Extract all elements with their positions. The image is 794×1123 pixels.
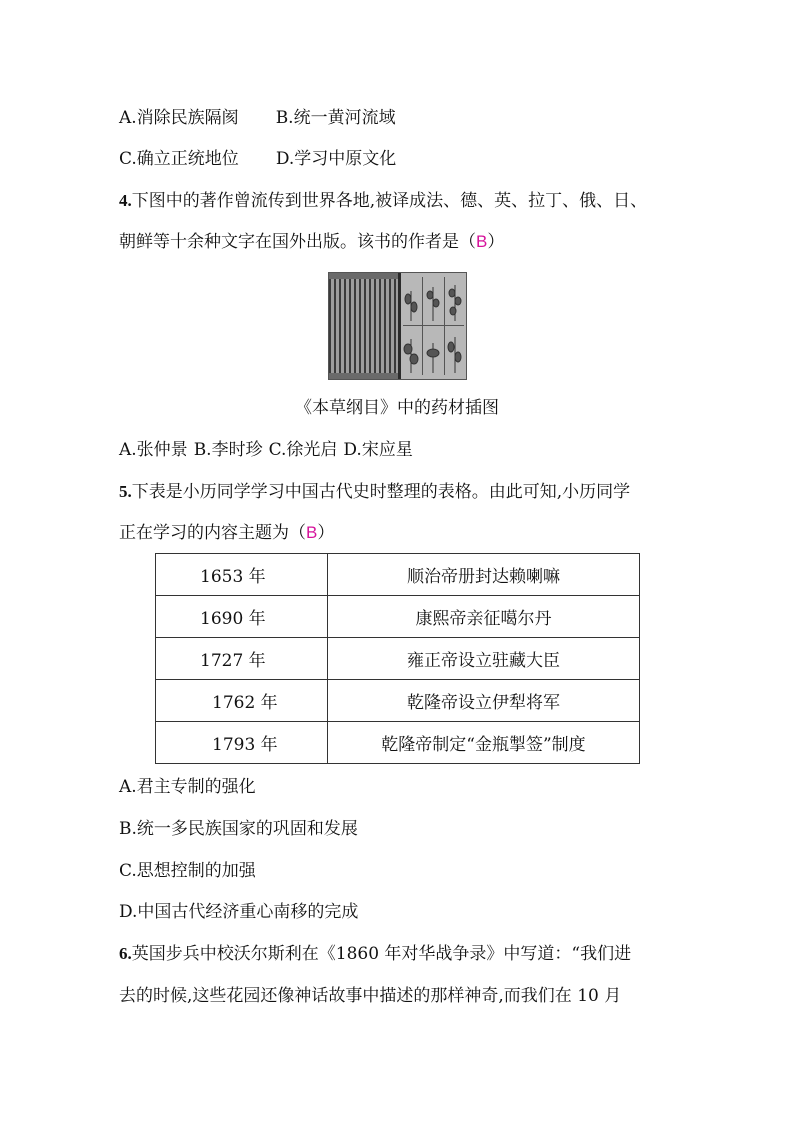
q6-number: 6. — [119, 944, 132, 963]
year-cell: 1653 年 — [156, 554, 328, 596]
q3-options-row1 — [119, 107, 396, 129]
text-page — [329, 273, 398, 379]
q4-option-d: D.宋应星 — [343, 440, 413, 460]
table-row — [156, 722, 640, 764]
q6-stem-text2: 去的时候,这些花园还像神话故事中描述的那样神奇,而我们在 10 月 — [119, 986, 622, 1006]
q4-stem-line2 — [119, 231, 504, 253]
q5-option-d-line — [119, 901, 358, 923]
q5-stem-text2: 正在学习的内容主题为（ — [119, 523, 306, 543]
q4-option-c: C.徐光启 — [268, 440, 338, 460]
q5-stem-line2 — [119, 522, 334, 544]
event-cell: 乾隆帝制定“金瓶掣签”制度 — [328, 722, 640, 764]
event-cell: 雍正帝设立驻藏大臣 — [328, 638, 640, 680]
year-cell: 1793 年 — [156, 722, 328, 764]
figure-caption: 《本草纲目》中的药材插图 — [295, 398, 499, 418]
q5-close-paren: ） — [317, 523, 335, 543]
q4-stem-text2: 朝鲜等十余种文字在国外出版。该书的作者是（ — [119, 232, 476, 252]
herb-plant-icons — [401, 273, 466, 379]
q5-number: 5. — [119, 482, 132, 501]
q6-stem-text1: 英国步兵中校沃尔斯利在《1860 年对华战争录》中写道：“我们进 — [131, 944, 632, 964]
q4-option-a: A.张仲景 — [119, 440, 188, 460]
year-cell: 1762 年 — [156, 680, 328, 722]
bencao-gangmu-illustration — [328, 272, 467, 380]
q4-answer: B — [476, 232, 488, 251]
q5-option-c-line — [119, 860, 256, 882]
q5-option-b: B.统一多民族国家的巩固和发展 — [119, 819, 358, 839]
q3-option-c: C.确立正统地位 — [119, 149, 239, 169]
q4-options — [119, 439, 413, 461]
q5-option-a-line — [119, 776, 256, 798]
q4-option-b: B.李时珍 — [193, 440, 263, 460]
event-cell: 康熙帝亲征噶尔丹 — [328, 596, 640, 638]
q6-stem-line1 — [119, 943, 631, 965]
q3-option-b: B.统一黄河流域 — [275, 108, 396, 128]
event-cell: 顺治帝册封达赖喇嘛 — [328, 554, 640, 596]
q3-option-a: A.消除民族隔阂 — [119, 108, 239, 128]
q5-stem-text1: 下表是小历同学学习中国古代史时整理的表格。由此可知,小历同学 — [131, 482, 631, 502]
q4-number: 4. — [119, 191, 132, 210]
table-row — [156, 680, 640, 722]
q5-option-d: D.中国古代经济重心南移的完成 — [119, 902, 359, 922]
q4-stem-text1: 下图中的著作曾流传到世界各地,被译成法、德、英、拉丁、俄、日、 — [131, 191, 648, 211]
qing-events-table — [155, 553, 640, 764]
q5-option-c: C.思想控制的加强 — [119, 861, 256, 881]
q6-stem-line2 — [119, 985, 621, 1007]
q4-stem-line1 — [119, 190, 647, 212]
q5-answer: B — [306, 523, 318, 542]
event-cell: 乾隆帝设立伊犁将军 — [328, 680, 640, 722]
year-cell: 1690 年 — [156, 596, 328, 638]
q4-close-paren: ） — [487, 232, 505, 252]
table-row — [156, 638, 640, 680]
q5-option-a: A.君主专制的强化 — [119, 777, 256, 797]
year-cell: 1727 年 — [156, 638, 328, 680]
q3-options-row2 — [119, 148, 396, 170]
table-row — [156, 596, 640, 638]
herb-drawing-page — [401, 273, 466, 379]
q5-option-b-line — [119, 818, 358, 840]
q5-stem-line1 — [119, 481, 630, 503]
table-row — [156, 554, 640, 596]
q3-option-d: D.学习中原文化 — [275, 149, 397, 169]
